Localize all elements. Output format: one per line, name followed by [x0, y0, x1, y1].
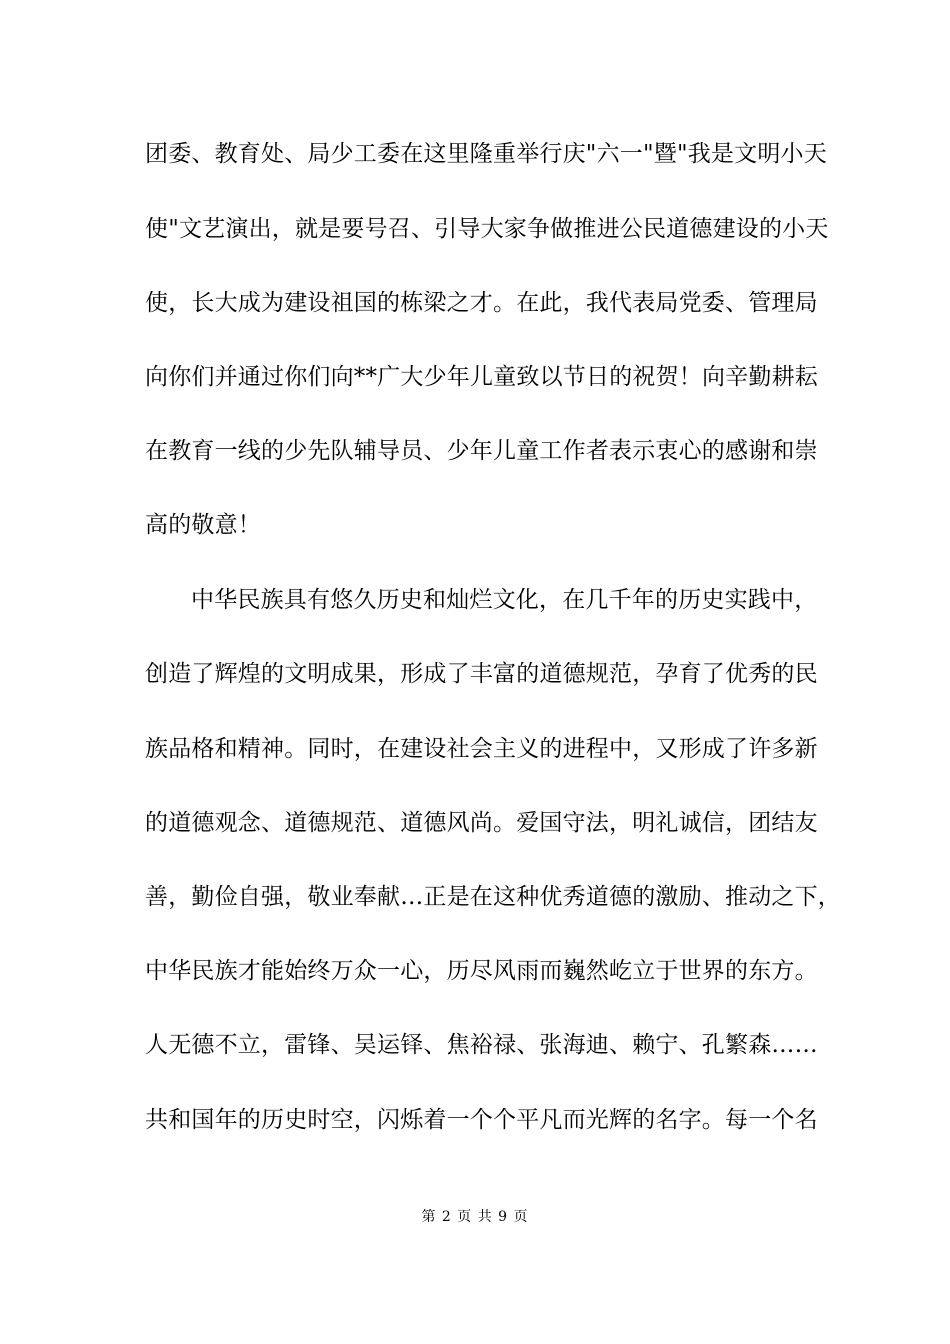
- body-line-5: 在教育一线的少先队辅导员、少年儿童工作者表示衷心的感谢和崇: [145, 438, 818, 464]
- body-line-12: 中华民族才能始终万众一心，历尽风雨而巍然屹立于世界的东方。: [145, 958, 818, 984]
- body-line-2: 使"文艺演出，就是要号召、引导大家争做推进公民道德建设的小天: [145, 216, 829, 242]
- body-line-3: 使，长大成为建设祖国的栋梁之才。在此，我代表局党委、管理局: [145, 290, 818, 316]
- body-line-4: 向你们并通过你们向**广大少年儿童致以节日的祝贺！向辛勤耕耘: [145, 364, 818, 390]
- body-line-6: 高的敬意！: [145, 512, 261, 538]
- page-number-footer: 第 2 页 共 9 页: [421, 1209, 529, 1225]
- body-line-13: 人无德不立，雷锋、吴运铎、焦裕禄、张海迪、赖宁、孔繁森……: [145, 1032, 818, 1058]
- body-line-1: 团委、教育处、局少工委在这里隆重举行庆"六一"暨"我是文明小天: [145, 141, 827, 167]
- body-line-11: 善，勤俭自强，敬业奉献…正是在这种优秀道德的激励、推动之下，: [145, 884, 841, 910]
- paragraph-2-first-line: 中华民族具有悠久历史和灿烂文化，在几千年的历史实践中，: [191, 587, 818, 613]
- body-line-8: 创造了辉煌的文明成果，形成了丰富的道德规范，孕育了优秀的民: [145, 661, 818, 687]
- body-line-14: 共和国年的历史时空，闪烁着一个个平凡而光辉的名字。每一个名: [145, 1107, 818, 1133]
- body-line-10: 的道德观念、道德规范、道德风尚。爱国守法，明礼诚信，团结友: [145, 810, 818, 836]
- body-line-9: 族品格和精神。同时，在建设社会主义的进程中，又形成了许多新: [145, 736, 818, 762]
